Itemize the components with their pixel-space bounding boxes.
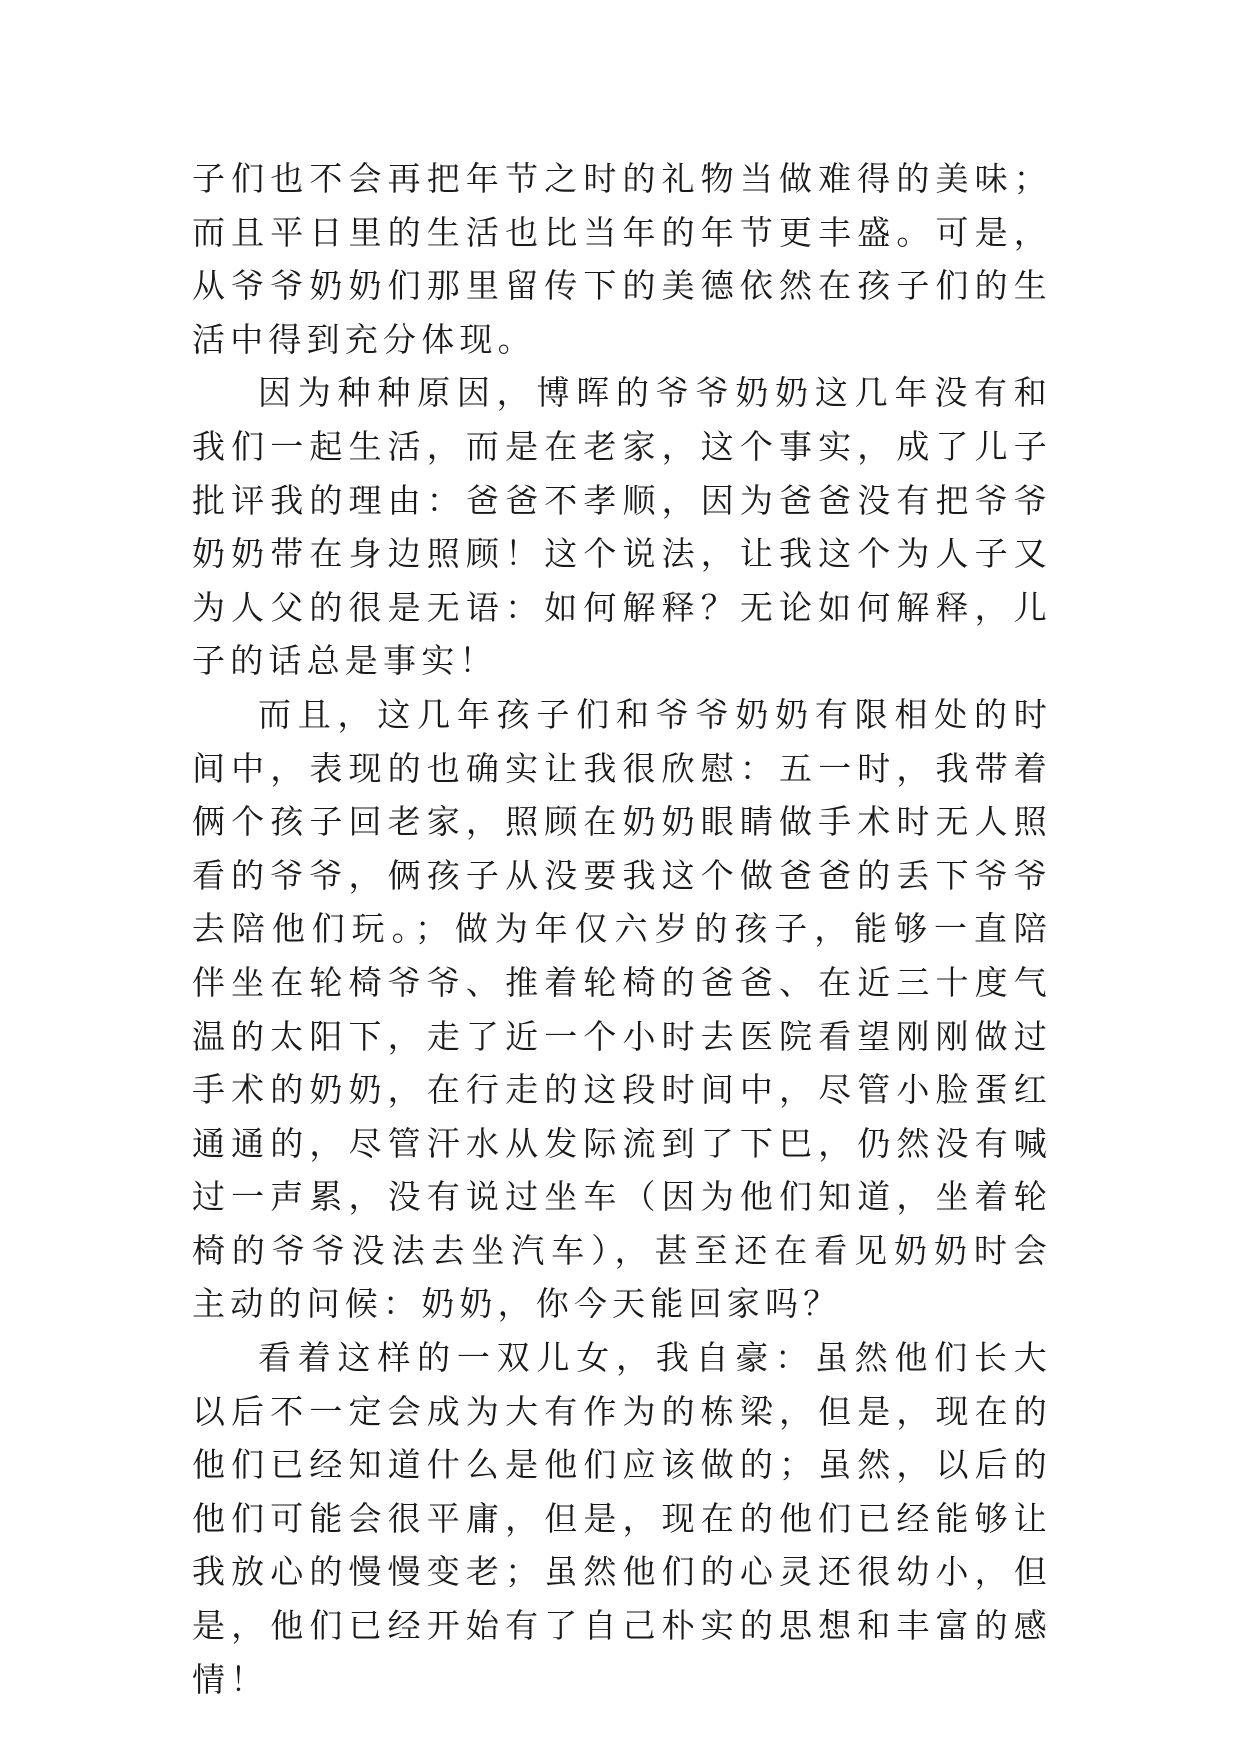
paragraph-1: 子们也不会再把年节之时的礼物当做难得的美味；而且平日里的生活也比当年的年节更丰盛。可是，从爷爷奶奶们那里留传下的美德依然在孩子们的生活中得到充分体现。 — [192, 159, 1052, 359]
paragraph-4: 看着这样的一双儿女，我自豪：虽然他们长大以后不一定会成为大有作为的栋梁，但是，现在的他们已经知道什么是他们应该做的；虽然，以后的他们可能会很平庸，但是，现在的他们已经能够让我放心的慢慢变老；虽然他们的心灵还很幼小，但是，他们已经开始有了自己朴实的思想和丰富的感情！ — [192, 1338, 1052, 1699]
document-page — [192, 152, 1052, 1706]
paragraph-2: 因为种种原因，博晖的爷爷奶奶这几年没有和我们一起生活，而是在老家，这个事实，成了儿子批评我的理由：爸爸不孝顺，因为爸爸没有把爷爷奶奶带在身边照顾！这个说法，让我这个为人子又为人父的很是无语：如何解释？无论如何解释，儿子的话总是事实！ — [192, 373, 1052, 681]
paragraph-3: 而且，这几年孩子们和爷爷奶奶有限相处的时间中，表现的也确实让我很欣慰：五一时，我带着俩个孩子回老家，照顾在奶奶眼睛做手术时无人照看的爷爷，俩孩子从没要我这个做爸爸的丢下爷爷去陪他们玩。；做为年仅六岁的孩子，能够一直陪伴坐在轮椅爷爷、推着轮椅的爸爸、在近三十度气温的太阳下，走了近一个小时去医院看望刚刚做过手术的奶奶，在行走的这段时间中，尽管小脸蛋红通通的，尽管汗水从发际流到了下巴，仍然没有喊过一声累，没有说过坐车（因为他们知道，坐着轮椅的爷爷没法去坐汽车），甚至还在看见奶奶时会主动的问候：奶奶，你今天能回家吗？ — [192, 694, 1052, 1324]
